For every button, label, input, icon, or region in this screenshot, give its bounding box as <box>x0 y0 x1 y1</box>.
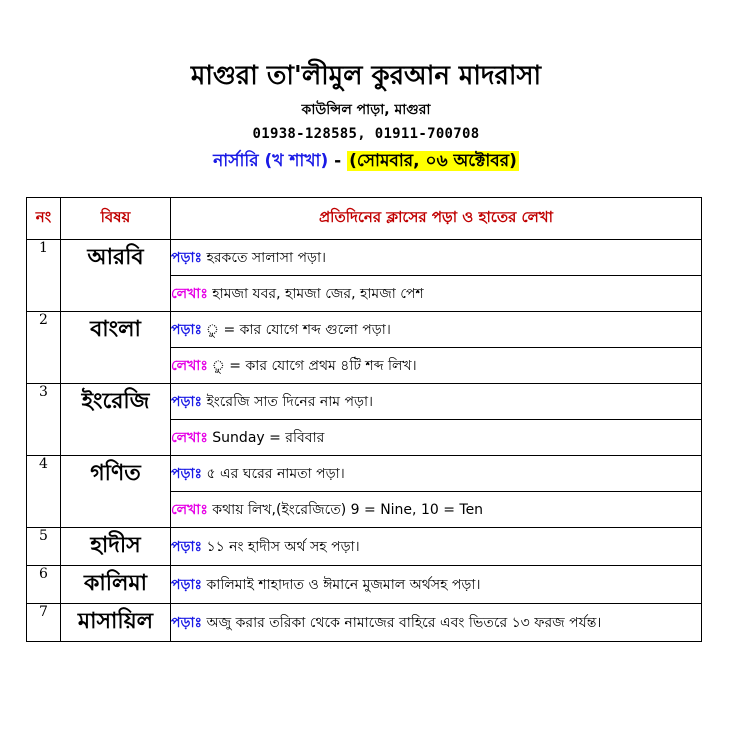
table-row <box>27 384 702 420</box>
separator-dash: - <box>328 151 348 171</box>
write-task <box>171 492 702 528</box>
read-text: ু = কার যোগে শব্দ গুলো পড়া। <box>202 321 391 338</box>
write-text: কথায় লিখ,(ইংরেজিতে) 9 = Nine, 10 = Ten <box>207 501 484 518</box>
table-row <box>27 566 702 604</box>
row-number: 6 <box>27 566 61 604</box>
read-text: হরকতে সালাসা পড়া। <box>202 249 327 266</box>
write-label: লেখাঃ <box>171 357 208 374</box>
read-task <box>171 528 702 566</box>
subject-name: হাদীস <box>61 528 171 566</box>
document-header <box>0 58 732 174</box>
read-text: কালিমাই শাহাদাত ও ঈমানে মুজমাল অর্থসহ পড়া। <box>202 576 481 593</box>
table-row <box>27 312 702 348</box>
write-task <box>171 348 702 384</box>
date-highlight: (সোমবার, ০৬ অক্টোবর) <box>349 151 517 171</box>
row-number: 1 <box>27 240 61 312</box>
write-label: লেখাঃ <box>171 285 208 302</box>
class-routine-table <box>26 197 702 642</box>
read-label: পড়াঃ <box>171 393 203 410</box>
subject-name: বাংলা <box>61 312 171 384</box>
read-label: পড়াঃ <box>171 465 203 482</box>
header-subject: বিষয় <box>61 198 171 240</box>
contact-phones: 01938-128585, 01911-700708 <box>252 126 480 142</box>
row-number: 3 <box>27 384 61 456</box>
subject-name: মাসায়িল <box>61 604 171 642</box>
read-label: পড়াঃ <box>171 576 203 593</box>
write-text: Sunday = রবিবার <box>207 429 325 446</box>
table-row <box>27 528 702 566</box>
read-task <box>171 384 702 420</box>
read-task <box>171 456 702 492</box>
write-label: লেখাঃ <box>171 429 208 446</box>
read-text: অজু করার তরিকা থেকে নামাজের বাহিরে এবং ভিতরে ১৩ ফরজ পর্যন্ত। <box>202 614 602 631</box>
subject-name: কালিমা <box>61 566 171 604</box>
table-row <box>27 240 702 276</box>
read-task <box>171 604 702 642</box>
madrasa-title: মাগুরা তা'লীমুল কুরআন মাদরাসা <box>190 61 542 91</box>
madrasa-address: কাউন্সিল পাড়া, মাগুরা <box>301 102 431 118</box>
read-label: পড়াঃ <box>171 614 203 631</box>
read-task <box>171 566 702 604</box>
write-task <box>171 420 702 456</box>
write-text: হামজা যবর, হামজা জের, হামজা পেশ <box>207 285 424 302</box>
write-text: ু = কার যোগে প্রথম ৪টি শব্দ লিখ। <box>207 357 417 374</box>
read-task <box>171 240 702 276</box>
class-date-line <box>0 148 732 174</box>
table-row <box>27 604 702 642</box>
subject-name: আরবি <box>61 240 171 312</box>
write-label: লেখাঃ <box>171 501 208 518</box>
row-number: 5 <box>27 528 61 566</box>
read-label: পড়াঃ <box>171 321 203 338</box>
subject-name: ইংরেজি <box>61 384 171 456</box>
read-task <box>171 312 702 348</box>
row-number: 7 <box>27 604 61 642</box>
subject-name: গণিত <box>61 456 171 528</box>
class-name: নার্সারি (খ শাখা) <box>213 151 329 171</box>
header-no: নং <box>27 198 61 240</box>
header-task: প্রতিদিনের ক্লাসের পড়া ও হাতের লেখা <box>171 198 702 240</box>
table-row <box>27 456 702 492</box>
table-header-row <box>27 198 702 240</box>
read-text: ১১ নং হাদীস অর্থ সহ পড়া। <box>202 538 360 555</box>
read-text: ৫ এর ঘরের নামতা পড়া। <box>202 465 345 482</box>
read-label: পড়াঃ <box>171 249 203 266</box>
row-number: 4 <box>27 456 61 528</box>
read-text: ইংরেজি সাত দিনের নাম পড়া। <box>202 393 374 410</box>
row-number: 2 <box>27 312 61 384</box>
read-label: পড়াঃ <box>171 538 203 555</box>
write-task <box>171 276 702 312</box>
